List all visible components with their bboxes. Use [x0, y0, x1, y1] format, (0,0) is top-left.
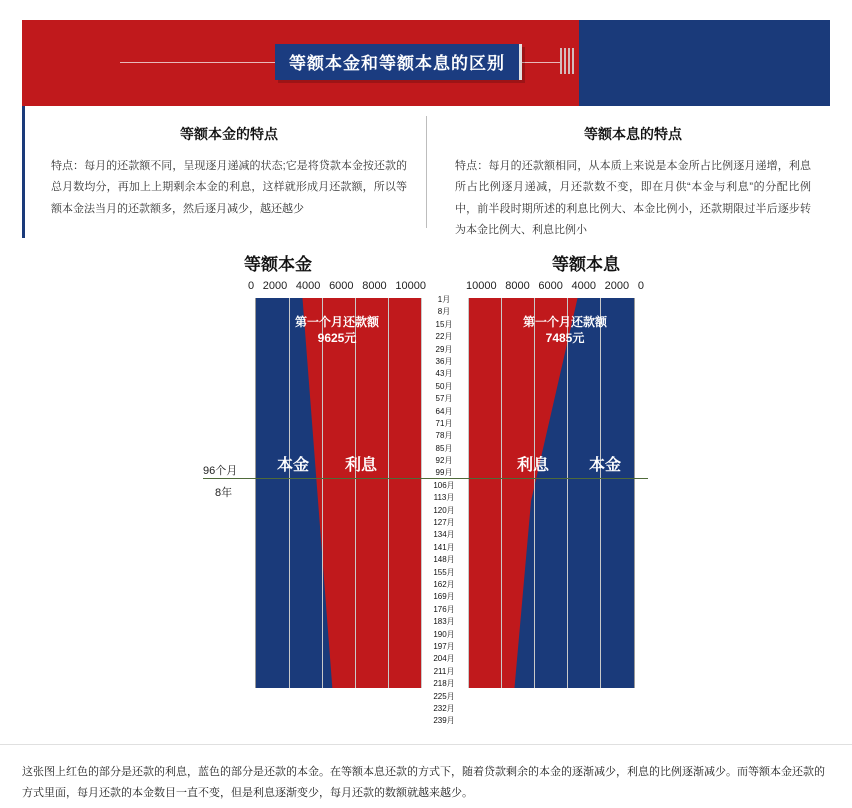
right-first-payment-title: 第一个月还款额 — [522, 315, 607, 329]
month-tick-column — [420, 296, 468, 746]
month-tick: 162月 — [433, 579, 455, 589]
left-first-payment-annotation — [262, 314, 412, 346]
month-tick: 225月 — [433, 691, 455, 701]
left-last-payment-value: 4189元 — [320, 723, 360, 738]
left-interest-label: 利息 — [344, 457, 377, 474]
axis-right-tick: 0 — [637, 280, 644, 292]
month-tick: 197月 — [433, 641, 455, 651]
feature-left-title: 等额本金的特点 — [180, 126, 278, 142]
month-tick: 22月 — [435, 332, 453, 342]
right-principal-label: 本金 — [588, 457, 621, 474]
month-tick: 183月 — [433, 617, 455, 627]
gridline — [600, 298, 601, 688]
axis-right-tick: 8000 — [505, 280, 530, 292]
banner-blue-block — [579, 20, 830, 106]
axis-left-tick: 2000 — [262, 280, 288, 292]
month-tick: 99月 — [435, 468, 453, 478]
feature-column-right — [429, 106, 833, 238]
footer-divider — [0, 744, 852, 745]
footer-note: 这张图上红色的部分是还款的利息，蓝色的部分是还款的本金。在等额本息还款的方式下，随着贷款剩余的本金的逐渐减少，利息的比例逐渐减少。而等额本金还款的方式里面，每月还款的本金数目一直不变，但是利息逐渐变少，每月还款的数额就越来越少。 — [22, 766, 825, 799]
month-tick: 155月 — [433, 567, 455, 577]
month-tick: 204月 — [433, 654, 455, 664]
gridline — [322, 298, 323, 688]
chart-panel-right — [468, 298, 635, 688]
gridline — [567, 298, 568, 688]
month-tick: 71月 — [435, 418, 453, 428]
axis-left-tick: 6000 — [329, 280, 354, 292]
axis-right-ticks — [466, 280, 644, 294]
axis-left-ticks — [248, 280, 426, 294]
axis-right-tick: 10000 — [466, 280, 497, 292]
page-title: 等额本金和等额本息的区别 — [289, 54, 505, 73]
axis-left-tick: 8000 — [362, 280, 387, 292]
left-last-payment-title: 最后月还款额 — [303, 707, 376, 721]
axis-right-tick: 4000 — [571, 280, 597, 292]
month-tick: 127月 — [433, 518, 455, 528]
month-tick: 64月 — [435, 406, 453, 416]
month-tick: 8月 — [437, 307, 451, 317]
month-tick: 211月 — [433, 666, 455, 676]
month-tick: 113月 — [433, 493, 455, 503]
feature-left-body: 特点：每月的还款额不同，呈现逐月递减的状态;它是将贷款本金按还款的总月数均分，再加上上期剩余本金的利息，这样就形成月还款额，所以等额本金法当月的还款额多，然后逐月减少，越还越少 — [51, 160, 407, 215]
term-months-label: 96个月 — [203, 465, 238, 477]
month-tick: 141月 — [433, 542, 455, 552]
month-tick: 120月 — [433, 505, 455, 515]
feature-right-body: 特点：每月的还款额相同，从本质上来说是本金所占比例逐月递增，利息所占比例逐月递减，月还款数不变，即在月供“本金与利息”的分配比例中，前半段时期所述的利息比例大、本金比例小，还款期限过半后逐步转为本金比例大、利息比例小 — [455, 160, 811, 237]
gridline — [534, 298, 535, 688]
axis-right-tick: 2000 — [604, 280, 630, 292]
gridline — [388, 298, 389, 688]
month-tick: 50月 — [435, 381, 453, 391]
month-tick: 36月 — [435, 356, 453, 366]
features-section — [22, 106, 833, 238]
gridline — [355, 298, 356, 688]
left-first-payment-title: 第一个月还款额 — [294, 315, 379, 329]
right-first-payment-value: 7485元 — [545, 331, 585, 346]
left-last-payment-annotation — [270, 706, 410, 738]
feature-column-left — [25, 106, 429, 238]
feature-right-title: 等额本息的特点 — [584, 126, 682, 142]
right-last-payment-title: 最后月还款额 — [528, 707, 601, 721]
month-tick: 232月 — [433, 703, 455, 713]
month-tick: 85月 — [435, 443, 453, 453]
month-tick: 148月 — [433, 555, 455, 565]
month-tick: 15月 — [435, 319, 453, 329]
chart-left-title: 等额本金 — [244, 255, 312, 274]
left-principal-label: 本金 — [276, 457, 309, 474]
banner-title-box — [275, 44, 522, 80]
month-tick: 78月 — [435, 431, 453, 441]
month-tick: 218月 — [433, 679, 455, 689]
month-tick: 92月 — [435, 456, 453, 466]
right-last-payment-value: 7485元 — [545, 723, 585, 738]
right-interest-label: 利息 — [516, 457, 549, 474]
month-tick: 29月 — [435, 344, 453, 354]
month-tick: 190月 — [433, 629, 455, 639]
axis-right-tick: 6000 — [538, 280, 563, 292]
gridline — [468, 298, 469, 688]
feature-divider — [426, 116, 427, 228]
month-tick: 169月 — [433, 592, 455, 602]
term-years-label: 8年 — [215, 487, 233, 499]
axis-left-tick: 10000 — [395, 280, 426, 292]
month-tick: 176月 — [433, 604, 455, 614]
gridline — [501, 298, 502, 688]
midpoint-reference-line — [203, 478, 648, 479]
month-tick: 239月 — [433, 716, 455, 726]
left-first-payment-value: 9625元 — [317, 331, 357, 346]
chart-right-title: 等额本息 — [552, 255, 620, 274]
axis-left-tick: 4000 — [295, 280, 321, 292]
gridline — [289, 298, 290, 688]
month-tick: 134月 — [433, 530, 455, 540]
month-tick: 57月 — [435, 394, 453, 404]
right-last-payment-annotation — [492, 706, 638, 738]
month-tick: 43月 — [435, 369, 453, 379]
banner-stripe-decoration — [560, 48, 576, 74]
right-first-payment-annotation — [490, 314, 640, 346]
axis-left-tick: 0 — [248, 280, 255, 292]
month-tick: 1月 — [437, 295, 451, 304]
chart-panel-left — [255, 298, 422, 688]
month-tick: 106月 — [433, 480, 455, 490]
